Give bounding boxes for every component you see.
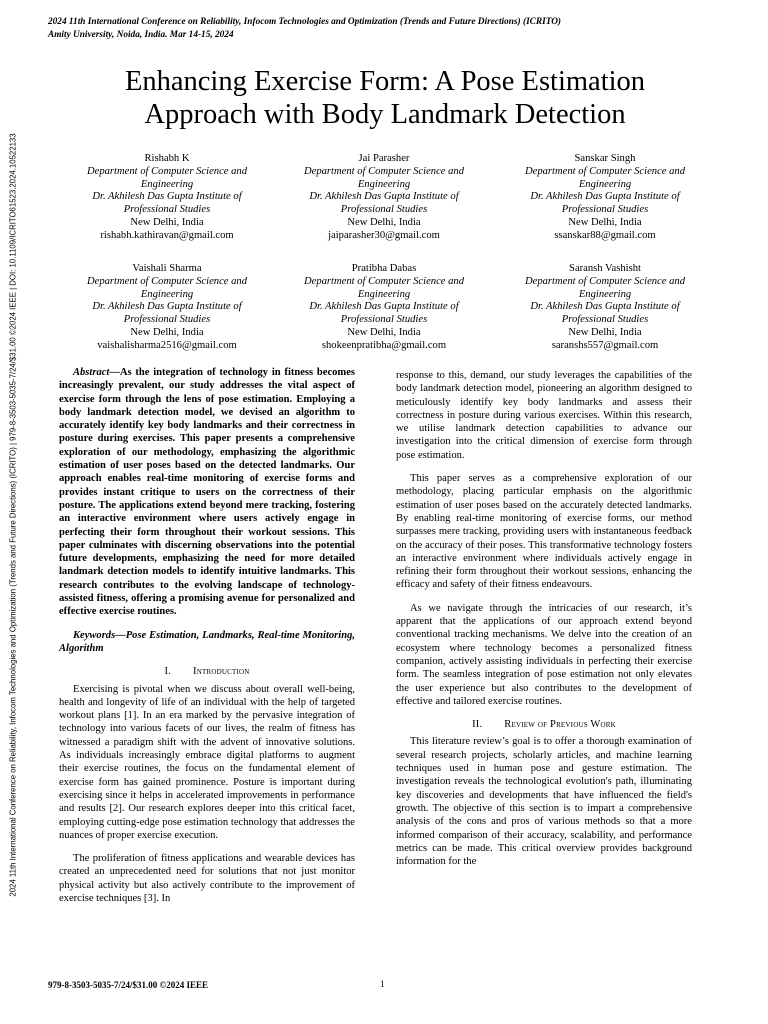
abstract-label: Abstract [73,367,110,378]
author-name: Pratibha Dabas [351,263,417,274]
author-dept: Engineering [140,178,194,190]
author-name: Sanskar Singh [574,153,636,164]
author-city: New Delhi, India [347,326,421,338]
left-column [59,366,355,905]
author-email[interactable]: jaiparasher30@gmail.com [328,229,440,241]
author-city: New Delhi, India [347,216,421,228]
author-email[interactable]: saranshs557@gmail.com [551,339,659,351]
author-email[interactable]: rishabh.kathiravan@gmail.com [100,229,234,241]
author-dept: Department of Computer Science and [303,275,465,287]
page-number: 1 [380,980,385,990]
doi-sidebar [6,75,20,955]
author-name: Vaishali Sharma [132,263,202,274]
section-heading-introduction [59,665,355,678]
section-title: Review of Previous Work [504,719,616,731]
paragraph: This paper serves as a comprehensive exploration of our methodology, placing particular emphasis on the algorithmic estimation of user poses based on the accurately detected landmarks. By enabling real-time monitoring of exercise forms, our method surpasses mere tracking, providing users with instantaneous feedback on the accuracy of their poses. This transformative technology fosters an interactive environment where individuals actively engage in refining their form throughout their workout sessions, enhancing the efficacy and safety of their fitness endeavours. [396,473,692,591]
author-dept: Engineering [578,288,632,300]
abstract [59,366,355,619]
paragraph: This literature review’s goal is to offer a thorough examination of several research projects, scholarly articles, and machine learning techniques used in human pose and gesture estimation. The investigation reveals the technological evolution's path, illuminating key discoveries and developments that have influenced the field's growth. The objective of this section is to impart a comprehensive analysis of the cons and pros of various methods so that a more informed comparison of their accuracy, scalability, and performance metrics can be made. This critical overview provides background information for the [396,736,692,868]
author-institute: Dr. Akhilesh Das Gupta Institute of [530,301,680,313]
paragraph: response to this, demand, our study leverages the capabilities of the body landmark detection model, pioneering an algorithm designed to meticulously identify key body landmarks and assess their correctness in posture during various exercises. Within this research, we utilise landmark detection capabilities to advance our investigation into the critical dimension of exercise form through pose estimation. [396,370,692,461]
keywords: Keywords—Pose Estimation, Landmarks, Real-time Monitoring, Algorithm [59,629,355,654]
author-institute: Professional Studies [123,314,211,326]
author-block [279,263,489,353]
author-institute: Dr. Akhilesh Das Gupta Institute of [530,191,680,203]
author-block [62,153,272,243]
author-institute: Professional Studies [561,204,649,216]
author-dept: Engineering [357,288,411,300]
author-institute: Dr. Akhilesh Das Gupta Institute of [92,191,242,203]
author-city: New Delhi, India [568,216,642,228]
author-dept: Department of Computer Science and [86,275,248,287]
author-name: Saransh Vashisht [569,263,641,274]
right-column [396,369,692,868]
author-dept: Department of Computer Science and [303,165,465,177]
author-email[interactable]: vaishalisharma2516@gmail.com [97,339,237,351]
author-block [279,153,489,243]
author-dept: Engineering [140,288,194,300]
author-dept: Department of Computer Science and [86,165,248,177]
author-institute: Professional Studies [123,204,211,216]
copyright-footer: 979-8-3503-5035-7/24/$31.00 ©2024 IEEE [48,980,208,990]
section-title: Introduction [193,666,250,678]
author-dept: Department of Computer Science and [524,165,686,177]
author-block [500,263,710,353]
conference-name: 2024 11th International Conference on Reliability, Infocom Technologies and Optimization (Trends and Future Directions) (ICRITO) [48,17,562,27]
author-dept: Engineering [357,178,411,190]
title-line-2: Approach with Body Landmark Detection [144,99,626,130]
author-institute: Professional Studies [340,314,428,326]
author-block [62,263,272,353]
section-heading-review [396,718,692,731]
author-institute: Dr. Akhilesh Das Gupta Institute of [309,301,459,313]
paragraph: As we navigate through the intricacies of our research, it’s apparent that the applications of our approach extend beyond conventional tracking mechanisms. We delve into the creation of an ecosystem where technology becomes a personalized fitness companion, actively assisting individuals in perfecting their exercise form. The seamless integration of pose estimation not only elevates the user experience but also contributes to the development of effective and tailored exercise routines. [396,602,692,707]
paragraph: Exercising is pivotal when we discuss about overall well-being, health and longevity of life of an individual with the help of targeted workout plans [1]. In an era marked by the pervasive integration of technology into various facets of our lives, the realm of fitness has witnessed a paradigm shift with the advent of innovative solutions. As individuals increasingly embrace digital platforms to augment their exercise routines, the focus on the fundamental element of exercise form has gained prominence. Posture is important during exercising since it helps in accelerated improvements in performance and results [2]. Our research explores deeper into this critical facet, employing cutting-edge pose estimation technology that addresses the nuances of proper exercise execution. [59,683,355,841]
author-institute: Dr. Akhilesh Das Gupta Institute of [92,301,242,313]
author-institute: Professional Studies [561,314,649,326]
title-line-1: Enhancing Exercise Form: A Pose Estimation [124,66,646,97]
author-block [500,153,710,243]
author-dept: Department of Computer Science and [524,275,686,287]
author-name: Jai Parasher [358,153,410,164]
author-institute: Professional Studies [340,204,428,216]
author-institute: Dr. Akhilesh Das Gupta Institute of [309,191,459,203]
section-number: II. [472,719,483,731]
paper-title [60,65,710,131]
doi-sidebar-text: 2024 11th International Conference on Reliability, Infocom Technologies and Optimization (Trends and Future Directions) (ICRITO) | 979-8-3503-5035-7/24/$31.00 ©2024 IEEE | DOI: 10.1109/ICRITO61523.2024.10522133 [8,133,18,897]
author-email[interactable]: ssanskar88@gmail.com [554,229,656,241]
section-number: I. [164,666,172,678]
paragraph: The proliferation of fitness applications and wearable devices has created an unprecedented need for solutions that not just monitor physical activity but also actively contribute to the improvement of exercise techniques [3]. In [59,853,355,904]
author-dept: Engineering [578,178,632,190]
author-city: New Delhi, India [568,326,642,338]
author-name: Rishabh K [144,153,190,164]
conference-venue: Amity University, Noida, India. Mar 14-15, 2024 [48,29,234,40]
conference-header [48,16,738,41]
author-city: New Delhi, India [130,326,204,338]
abstract-text: —As the integration of technology in fitness becomes increasingly prevalent, our study addresses the vital aspect of exercise form through the lens of pose estimation. Employing a body landmark detection model, we devised an algorithm to accurately identify key body landmarks and their correctness in posture during exercises. This paper presents a comprehensive exploration of our methodology, emphasizing the algorithmic estimation of user poses based on the detected landmarks. Our approach enables real-time monitoring of exercise forms and provides instant critique to users on the correctness of their posture. The applications extend beyond mere tracking, fostering an interactive environment where users actively engage in perfecting their form throughout their workout sessions. This paper culminates with discerning observations into the potential future developments, emphasizing the need for more detailed landmark detection models to identify intuitive landmarks. This research contributes to the evolving landscape of technology-assisted fitness, offering a promising avenue for personalized and effective exercise routines. [59,367,355,618]
author-email[interactable]: shokeenpratibha@gmail.com [321,339,447,351]
author-city: New Delhi, India [130,216,204,228]
